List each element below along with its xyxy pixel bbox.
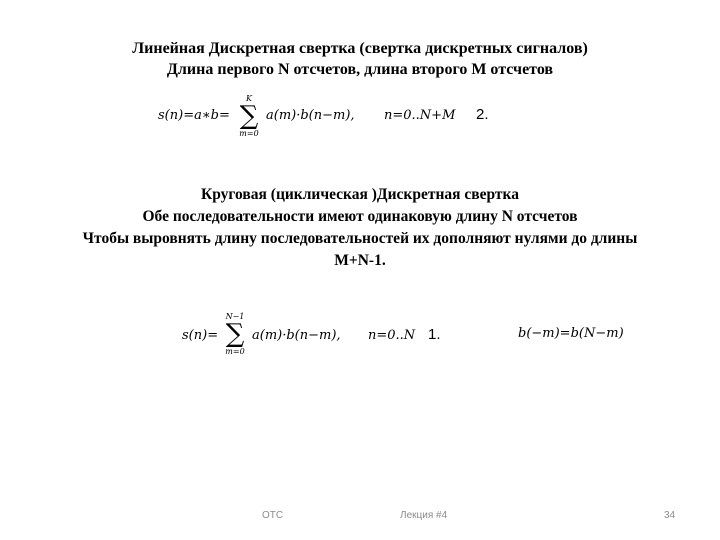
heading-line: Линейная Дискретная свертка (свертка дискретных сигналов) [132, 40, 588, 57]
sum-lower-limit: m=0 [239, 129, 259, 138]
sum-upper-limit: K [246, 94, 252, 103]
periodic-extension-formula [518, 326, 648, 346]
sigma-icon: ∑ [239, 101, 259, 131]
formula-range: n=0..N [368, 328, 416, 343]
sum-operator [222, 312, 248, 356]
sigma-icon: ∑ [225, 319, 245, 349]
formula-lhs: s(n)= [182, 328, 219, 343]
footer-lecture: Лекция #4 [400, 510, 448, 521]
formula-tail: 2. [476, 106, 489, 123]
formula-range: n=0..N+M [384, 108, 456, 123]
heading-line: Чтобы выровнять длину последовательностей их дополняют нулями до длины [82, 230, 638, 247]
circular-convolution-formula [182, 312, 452, 358]
sum-operator [238, 94, 260, 138]
heading-line: Круговая (циклическая )Дискретная свертка [200, 186, 519, 203]
heading-line: Обе последовательности имеют одинаковую длину N отсчетов [142, 208, 578, 225]
footer-page-number: 34 [664, 510, 676, 521]
linear-convolution-heading [0, 38, 720, 80]
heading-line: Длина первого N отсчетов, длина второго M отсчетов [166, 61, 554, 78]
linear-convolution-formula [158, 94, 498, 138]
sum-lower-limit: m=0 [225, 347, 245, 356]
heading-line: M+N-1. [334, 252, 386, 269]
formula-lhs: s(n)=a∗b= [158, 108, 230, 123]
formula-tail: 1. [428, 326, 441, 343]
footer-course: ОТС [262, 510, 284, 521]
sum-upper-limit: N−1 [225, 312, 245, 321]
formula-body: a(m)·b(n−m), [252, 328, 341, 343]
formula-text: b(−m)=b(N−m) [518, 326, 624, 341]
formula-body: a(m)·b(n−m), [266, 108, 355, 123]
circular-convolution-heading [0, 184, 720, 272]
